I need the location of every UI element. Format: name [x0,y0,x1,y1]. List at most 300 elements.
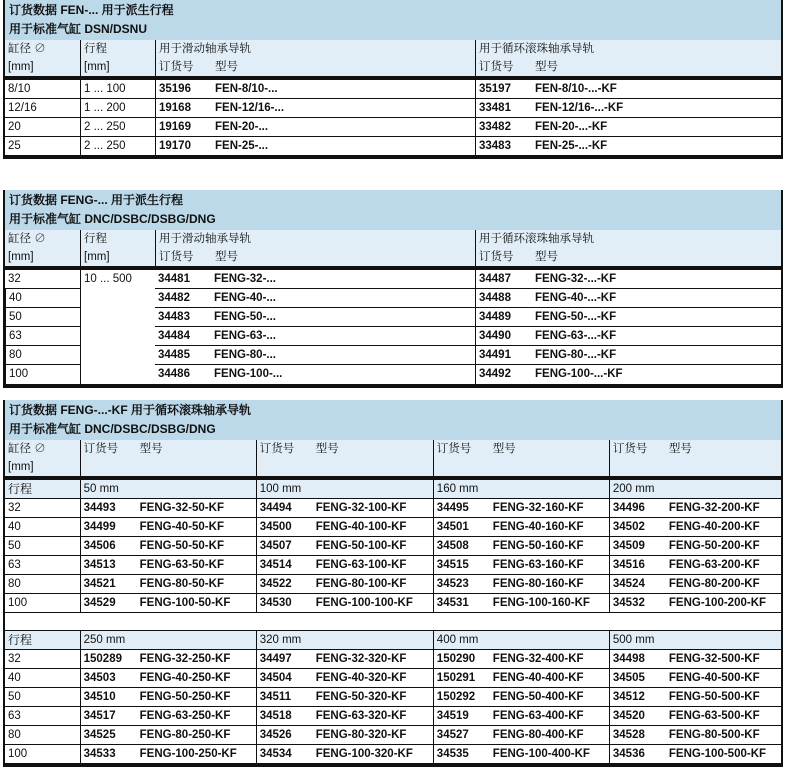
order-number: 34483 [158,311,190,323]
type-code: FENG-40-50-KF [139,521,224,533]
order-cell [433,707,609,725]
roller-guide-cell [475,80,781,98]
type-code: FEN-25-... [215,140,269,152]
order-number: 34499 [83,521,116,533]
bore-cell: 32 [5,270,80,289]
order-number: 34534 [259,748,292,760]
bore-cell: 63 [8,559,21,571]
type-code: FEN-20-...-KF [535,121,608,133]
type-code: FENG-50-... [214,311,276,323]
order-cell [80,688,256,706]
stroke-value: 500 mm [609,631,781,649]
header-label: 行程 [84,43,107,55]
order-cell [80,594,256,612]
rows-wrap [5,270,781,388]
type-code: FEN-12/16-... [215,102,285,114]
table-row [155,365,781,384]
order-cell [609,518,781,536]
type-header: 型号 [492,443,516,455]
order-type-header [159,248,475,266]
order-no-header: 订货号 [159,61,194,73]
order-number: 19170 [159,140,191,152]
roller-guide-cell [475,270,781,288]
bore-cell: 80 [5,346,80,365]
stroke-value: 400 mm [433,631,609,649]
order-cell [433,594,609,612]
type-code: FENG-100-100-KF [315,597,413,609]
order-type-header [479,248,781,266]
stroke-cell: 2 ... 250 [80,118,155,136]
order-number: 34487 [479,273,511,285]
type-code: FENG-50-...-KF [535,311,617,323]
bore-cell: 8/10 [8,83,31,95]
type-code: FENG-32-50-KF [139,502,224,514]
type-code: FENG-100-250-KF [139,748,237,760]
stroke-cell: 10 ... 500 [80,270,155,384]
header-label: 行程 [84,233,107,245]
title-text: 订货数据 FEN-... 用于派生行程 [9,3,174,17]
table-row [155,270,781,289]
stroke-value: 250 mm [80,631,256,649]
order-number: 34484 [158,330,190,342]
stroke-value: 320 mm [256,631,433,649]
table-title [5,400,781,440]
type-code: FENG-32-... [214,273,276,285]
order-number: 35197 [479,83,511,95]
order-number: 34501 [436,521,469,533]
stroke-row [5,631,781,650]
type-code: FENG-63-...-KF [535,330,617,342]
order-number: 34504 [259,672,292,684]
order-number: 34527 [436,729,469,741]
order-number: 34503 [83,672,116,684]
bore-cell: 40 [8,672,21,684]
table-row [5,594,781,613]
slide-guide-cell [155,289,475,307]
header-roller [475,230,781,266]
order-number: 34535 [436,748,469,760]
order-cell [80,499,256,517]
order-cell [433,726,609,744]
order-cell [80,745,256,763]
bore-cell: 25 [8,140,21,152]
order-number: 34533 [83,748,116,760]
spacer [84,458,256,476]
header-bore [5,40,80,76]
stroke-value: 200 mm [609,480,781,498]
type-code: FENG-32-500-KF [668,653,760,665]
header-slide [155,40,475,76]
type-code: FENG-80-500-KF [668,729,760,741]
order-number: 34508 [436,540,469,552]
order-number: 34514 [259,559,292,571]
table-row [5,669,781,688]
table-row [5,80,781,99]
table-row [5,745,781,767]
type-code: FENG-80-...-KF [535,349,617,361]
bore-cell: 32 [8,653,21,665]
order-cell [609,537,781,555]
roller-guide-cell [475,118,781,136]
type-code: FENG-100-320-KF [315,748,413,760]
type-code: FENG-63-100-KF [315,559,407,571]
type-code: FENG-32-100-KF [315,502,407,514]
order-cell [80,556,256,574]
type-code: FENG-80-250-KF [139,729,231,741]
type-code: FENG-40-400-KF [492,672,584,684]
order-table-feng-kf [3,400,783,767]
order-number: 34485 [158,349,190,361]
header-unit: [mm] [8,251,34,263]
order-number: 34482 [158,292,190,304]
order-cell [256,537,433,555]
type-code: FENG-50-500-KF [668,691,760,703]
bore-column [5,270,80,384]
bore-cell: 50 [8,540,21,552]
type-code: FENG-63-320-KF [315,710,407,722]
type-code: FENG-100-400-KF [492,748,590,760]
type-header: 型号 [535,61,558,73]
order-number: 34520 [612,710,645,722]
order-number: 34490 [479,330,511,342]
order-number: 34526 [259,729,292,741]
order-number: 150292 [436,691,476,703]
slide-guide-cell [155,99,475,117]
order-number: 34518 [259,710,292,722]
header-stroke [80,40,155,76]
table-row [155,327,781,346]
title-text: 订货数据 FENG-... 用于派生行程 [9,193,184,207]
type-code: FENG-50-400-KF [492,691,584,703]
header-label: 用于滑动轴承导轨 [159,43,251,55]
type-code: FENG-80-160-KF [492,578,584,590]
order-cell [256,594,433,612]
bore-cell: 100 [5,365,80,384]
table-row [5,556,781,575]
order-number: 150290 [436,653,476,665]
type-code: FENG-40-100-KF [315,521,407,533]
bore-cell: 50 [8,691,21,703]
table-row [5,118,781,137]
table-row [5,650,781,669]
header-label: 用于循环滚珠轴承导轨 [479,43,594,55]
stroke-cell: 1 ... 200 [80,99,155,117]
type-header: 型号 [215,61,238,73]
bore-cell: 40 [8,521,21,533]
type-code: FENG-80-400-KF [492,729,584,741]
table-row [5,537,781,556]
table-row [5,499,781,518]
type-code: FENG-40-320-KF [315,672,407,684]
order-cell [256,688,433,706]
type-code: FENG-63-400-KF [492,710,584,722]
order-cell [609,650,781,668]
order-number: 34502 [612,521,645,533]
type-code: FENG-80-... [214,349,276,361]
title-text: 订货数据 FENG-...-KF 用于循环滚珠轴承导轨 [9,403,251,417]
table-row [5,137,781,159]
order-cell [256,575,433,593]
block-separator [5,613,781,631]
order-number: 34494 [259,502,292,514]
type-code: FEN-20-... [215,121,269,133]
order-cell [80,518,256,536]
type-code: FENG-40-160-KF [492,521,584,533]
order-cell [609,669,781,687]
guide-columns [155,270,781,384]
bore-cell: 63 [8,710,21,722]
order-number: 34512 [612,691,645,703]
header-label: 缸径 ∅ [8,443,46,455]
header-label: 缸径 ∅ [8,43,46,55]
order-type-header [479,58,781,76]
order-number: 34506 [83,540,116,552]
header-order-type [80,440,256,476]
order-number: 33482 [479,121,511,133]
stroke-cell: 1 ... 100 [80,80,155,98]
table-row [155,308,781,327]
type-code: FENG-32-320-KF [315,653,407,665]
type-code: FENG-32-...-KF [535,273,617,285]
order-number: 34495 [436,502,469,514]
type-code: FENG-100-50-KF [139,597,231,609]
roller-guide-cell [475,327,781,345]
header-bore [5,440,80,476]
type-header: 型号 [139,443,163,455]
bore-cell: 100 [8,748,28,760]
order-number: 34525 [83,729,116,741]
type-code: FENG-50-50-KF [139,540,224,552]
bore-cell: 12/16 [8,102,37,114]
order-no-header: 订货号 [83,443,119,455]
header-label: 用于循环滚珠轴承导轨 [479,233,594,245]
bore-cell: 32 [8,502,21,514]
stroke-row [5,480,781,499]
header-order-type [433,440,609,476]
order-cell [609,556,781,574]
order-type-header [159,58,475,76]
order-cell [609,745,781,763]
stroke-value: 50 mm [80,480,256,498]
type-code: FENG-63-200-KF [668,559,760,571]
type-code: FENG-32-200-KF [668,502,760,514]
order-cell [609,499,781,517]
order-cell [433,745,609,763]
stroke-label: 行程 [8,482,33,496]
order-number: 34522 [259,578,292,590]
order-cell [433,556,609,574]
type-code: FENG-80-100-KF [315,578,407,590]
header-order-type [256,440,433,476]
order-cell [433,650,609,668]
slide-guide-cell [155,270,475,288]
order-number: 34507 [259,540,292,552]
order-number: 34500 [259,521,292,533]
header-stroke [80,230,155,266]
table-row [5,707,781,726]
slide-guide-cell [155,365,475,384]
order-cell [609,688,781,706]
order-table-feng [3,190,783,388]
order-cell [80,575,256,593]
stroke-label: 行程 [8,633,33,647]
table-row [5,99,781,118]
order-number: 34516 [612,559,645,571]
table-row [5,688,781,707]
order-number: 34517 [83,710,116,722]
order-cell [80,707,256,725]
order-type-header [84,440,256,458]
type-header: 型号 [535,251,558,263]
order-cell [80,669,256,687]
type-code: FENG-50-250-KF [139,691,231,703]
order-no-header: 订货号 [479,61,514,73]
header-label: 用于滑动轴承导轨 [159,233,251,245]
type-code: FEN-8/10-...-KF [535,83,617,95]
header-bore [5,230,80,266]
order-cell [609,707,781,725]
order-no-header: 订货号 [612,443,648,455]
order-cell [256,669,433,687]
order-no-header: 订货号 [479,251,514,263]
table-title [5,190,781,230]
slide-guide-cell [155,327,475,345]
column-header [5,40,781,80]
type-code: FENG-100-...-KF [535,368,623,380]
slide-guide-cell [155,308,475,326]
type-code: FENG-50-160-KF [492,540,584,552]
column-header [5,440,781,480]
type-code: FENG-40-200-KF [668,521,760,533]
type-code: FENG-80-50-KF [139,578,224,590]
bore-cell: 100 [8,597,28,609]
order-cell [256,518,433,536]
order-number: 34531 [436,597,469,609]
slide-guide-cell [155,118,475,136]
order-type-header [260,440,433,458]
header-order-type [609,440,781,476]
table-row [5,726,781,745]
order-number: 150291 [436,672,476,684]
order-cell [80,650,256,668]
order-number: 34493 [83,502,116,514]
order-number: 34513 [83,559,116,571]
order-number: 34481 [158,273,190,285]
order-type-header [437,440,609,458]
type-code: FEN-25-...-KF [535,140,608,152]
header-unit: [mm] [84,61,110,73]
order-number: 34519 [436,710,469,722]
table-row [5,518,781,537]
subtitle-text: 用于标准气缸 DNC/DSBC/DSBG/DNG [9,422,216,436]
spacer [613,458,781,476]
type-code: FENG-100-200-KF [668,597,767,609]
order-cell [256,707,433,725]
order-number: 34510 [83,691,116,703]
bore-cell: 50 [5,308,80,327]
bore-cell: 80 [8,729,21,741]
type-code: FENG-50-320-KF [315,691,407,703]
bore-cell: 80 [8,578,21,590]
type-code: FENG-63-... [214,330,276,342]
order-number: 33481 [479,102,511,114]
roller-guide-cell [475,289,781,307]
type-code: FENG-100-160-KF [492,597,590,609]
table-row [5,575,781,594]
order-number: 34488 [479,292,511,304]
header-unit: [mm] [8,461,34,473]
order-number: 19168 [159,102,191,114]
stroke-value: 160 mm [433,480,609,498]
order-number: 34524 [612,578,645,590]
type-code: FENG-80-320-KF [315,729,407,741]
roller-guide-cell [475,346,781,364]
order-number: 34521 [83,578,116,590]
order-number: 34496 [612,502,645,514]
order-cell [256,650,433,668]
order-number: 34486 [158,368,190,380]
order-cell [433,499,609,517]
order-number: 19169 [159,121,191,133]
order-type-header [613,440,781,458]
type-code: FENG-40-250-KF [139,672,231,684]
order-number: 33483 [479,140,511,152]
order-cell [433,669,609,687]
header-roller [475,40,781,76]
order-number: 34529 [83,597,116,609]
header-unit: [mm] [84,251,110,263]
order-number: 34491 [479,349,511,361]
order-cell [609,575,781,593]
order-cell [80,537,256,555]
stroke-value: 100 mm [256,480,433,498]
bore-cell: 20 [8,121,21,133]
type-code: FENG-80-200-KF [668,578,760,590]
slide-guide-cell [155,80,475,98]
order-number: 34497 [259,653,292,665]
order-cell [256,745,433,763]
order-number: 34492 [479,368,511,380]
table-row [155,346,781,365]
order-cell [433,537,609,555]
type-code: FENG-63-160-KF [492,559,584,571]
slide-guide-cell [155,346,475,364]
order-number: 34530 [259,597,292,609]
type-code: FENG-50-200-KF [668,540,760,552]
type-code: FENG-63-250-KF [139,710,231,722]
subtitle-text: 用于标准气缸 DSN/DSNU [9,22,148,36]
order-number: 34489 [479,311,511,323]
order-cell [609,726,781,744]
type-code: FEN-12/16-...-KF [535,102,624,114]
roller-guide-cell [475,99,781,117]
stroke-cell: 2 ... 250 [80,137,155,155]
type-header: 型号 [215,251,238,263]
type-code: FENG-40-...-KF [535,292,617,304]
order-cell [433,518,609,536]
type-code: FENG-100-... [214,368,283,380]
table-row [155,289,781,308]
order-number: 34498 [612,653,645,665]
order-cell [433,688,609,706]
roller-guide-cell [475,365,781,384]
type-code: FENG-40-500-KF [668,672,760,684]
order-number: 34536 [612,748,645,760]
roller-guide-cell [475,137,781,155]
table-title [5,0,781,40]
order-no-header: 订货号 [259,443,295,455]
type-header: 型号 [315,443,339,455]
